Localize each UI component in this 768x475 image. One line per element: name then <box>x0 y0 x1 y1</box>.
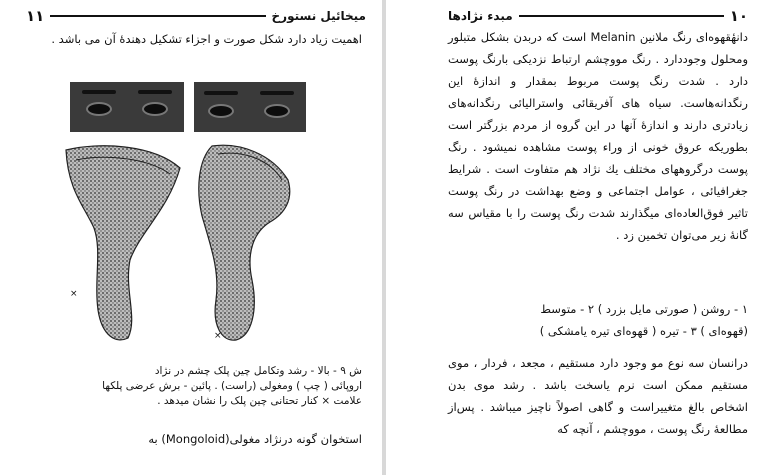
left-page <box>0 0 382 475</box>
left-running-head: میخائیل نستورخ <box>271 9 366 23</box>
eyebrow-shape <box>260 91 294 95</box>
right-paragraph-2: درانسان سه نوع مو وجود دارد مستقیم ، مجعد ، فردار ، موی مستقیم ممکن است نرم یاسخت باشد . رشد موی بدن اشخاص بالغ متغییراست و گاهی اصولاً ناچیز میباشد . پس‌از مطالعهٔ رنگ پوست ، مووچشم ، آنچه که <box>448 356 748 436</box>
left-bottom-text: استخوان گونه درنژاد مغولی(Mongoloid) به <box>148 432 362 446</box>
right-page <box>386 0 768 475</box>
eye-shape <box>264 104 290 118</box>
eye-shape <box>208 104 234 118</box>
eyelid-section-left <box>58 140 184 345</box>
eye-photo-right <box>194 82 306 132</box>
right-page-header <box>448 6 748 26</box>
figure-caption: ش ۹ - بالا - رشد وتکامل چین پلک چشم در نژاد اروپائی ( چپ ) ومغولی (راست) . پائین - برش عرضی پلکها علامت × کنار تحتانی چین پلک را نشان میدهد . <box>102 365 362 407</box>
scale-line: (قهوه‌ای ) ۳ - تیره ( قهوه‌ای تیره یامشکی ) <box>539 324 748 338</box>
marker-x: × <box>214 331 222 341</box>
left-page-header <box>26 6 366 26</box>
eyelid-section-right <box>192 140 302 345</box>
skin-color-scale <box>448 298 748 342</box>
right-paragraph-1: دانهٔقهوه‌ای رنگ ملانین Melanin است که دربدن بشکل متبلور ومحلول وجوددارد . رنگ مووچشم ارتباط نزدیکی بارنگ پوست دارد . شدت رنگ پوست مربوط بمقدار و اندازهٔ این رنگدانه‌هاست. سیاه های آفریقائی واسترالیائی رنگدانه‌های زیادتری دارند و اندازهٔ آنها در این گروه از مردم بزرگتر است بطوریکه عروق خونی از وراء پوست مشاهده نمیشود . رنگ پوست درگروههای مختلف یك نژاد هم متفاوت است . شرایط جغرافیائی ، عوامل اجتماعی و وضع بهداشت در رنگ پوست تاثیر فوق‌العاده‌ای میگذارند شدت رنگ پوست را با مقیاس سه گانهٔ زیر می‌توان تخمین زد . <box>448 30 748 242</box>
right-running-head: مبدء نژادها <box>448 9 513 23</box>
eyebrow-shape <box>138 90 172 94</box>
eye-shape <box>142 102 168 116</box>
marker-x: × <box>70 289 78 299</box>
eye-photo-left <box>70 82 184 132</box>
header-rule <box>50 15 265 17</box>
right-page-number: ۱۰ <box>729 7 748 25</box>
left-intro-text: اهمیت زیاد دارد شکل صورت و اجزاء تشکیل دهندهٔ آن می باشد . <box>51 32 362 46</box>
scale-line: ۱ - روشن ( صورتی مایل بزرد ) ۲ - متوسط <box>540 302 748 316</box>
left-page-number: ۱۱ <box>26 7 45 25</box>
header-rule <box>519 15 724 17</box>
eyebrow-shape <box>204 91 238 95</box>
eye-shape <box>86 102 112 116</box>
eyebrow-shape <box>82 90 116 94</box>
